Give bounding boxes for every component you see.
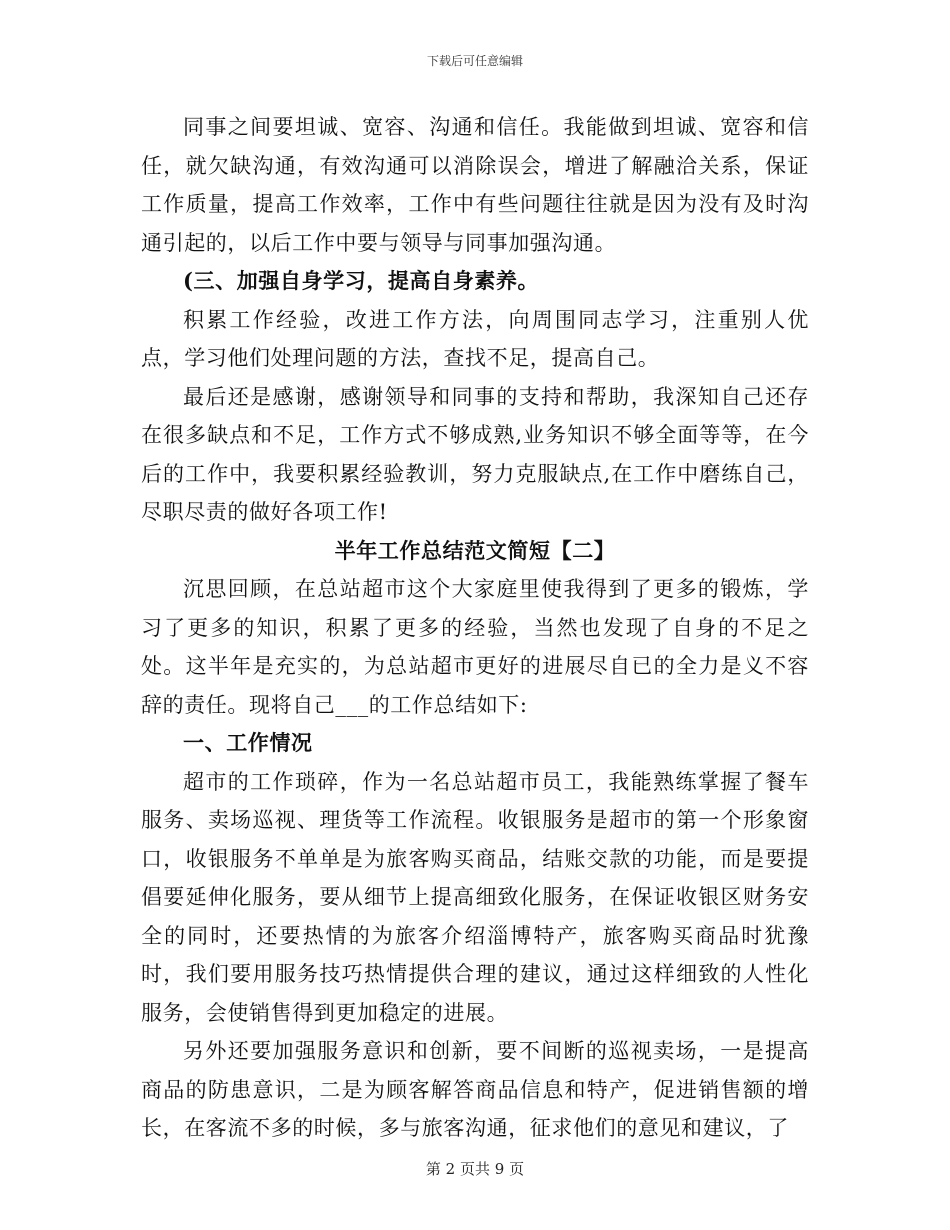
paragraph-reflection: 沉思回顾，在总站超市这个大家庭里使我得到了更多的锻炼，学习了更多的知识，积累了更多的经验，当然也发现了自身的不足之处。这半年是充实的，为总站超市更好的进展尽自已的全力是义不容辞的责任。现将自己___的工作总结如下: (141, 577, 809, 717)
paragraph-experience: 积累工作经验，改进工作方法，向周围同志学习，注重别人优点，学习他们处理问题的方法，查找不足，提高自己。 (141, 307, 809, 370)
paragraph-service-awareness: 另外还要加强服务意识和创新，要不间断的巡视卖场，一是提高商品的防患意识，二是为顾客解答商品信息和特产，促进销售额的增长，在客流不多的时候，多与旅客沟通，征求他们的意见和建议，了 (141, 1039, 809, 1140)
paragraph-thanks: 最后还是感谢，感谢领导和同事的支持和帮助，我深知自己还存在很多缺点和不足，工作方式不够成熟,业务知识不够全面等等，在今后的工作中，我要积累经验教训，努力克服缺点,在工作中磨练自己，尽职尽责的做好各项工作! (141, 384, 809, 524)
paragraph-communication: 同事之间要坦诚、宽容、沟通和信任。我能做到坦诚、宽容和信任，就欠缺沟通，有效沟通可以消除误会，增进了解融洽关系，保证工作质量，提高工作效率，工作中有些问题往往就是因为没有及时沟通引起的，以后工作中要与领导与同事加强沟通。 (141, 115, 809, 255)
section-heading-self-study: (三、加强自身学习，提高自身素养。 (183, 268, 540, 293)
paragraph-supermarket-work: 超市的工作琐碎，作为一名总站超市员工，我能熟练掌握了餐车服务、卖场巡视、理货等工作流程。收银服务是超市的第一个形象窗口，收银服务不单单是为旅客购买商品，结账交款的功能，而是要提倡要延伸化服务，要从细节上提高细致化服务，在保证收银区财务安全的同时，还要热情的为旅客介绍淄博特产，旅客购买商品时犹豫时，我们要用服务技巧热情提供合理的建议，通过这样细致的人性化服务，会使销售得到更加稳定的进展。 (141, 769, 809, 1025)
document-body (141, 108, 809, 1148)
section-heading-work-status: 一、工作情况 (183, 730, 313, 755)
article-title-two: 半年工作总结范文简短【二】 (334, 537, 616, 563)
page-footer: 第 2 页共 9 页 (425, 1160, 525, 1178)
page-header: 下载后可任意编辑 (426, 54, 523, 68)
